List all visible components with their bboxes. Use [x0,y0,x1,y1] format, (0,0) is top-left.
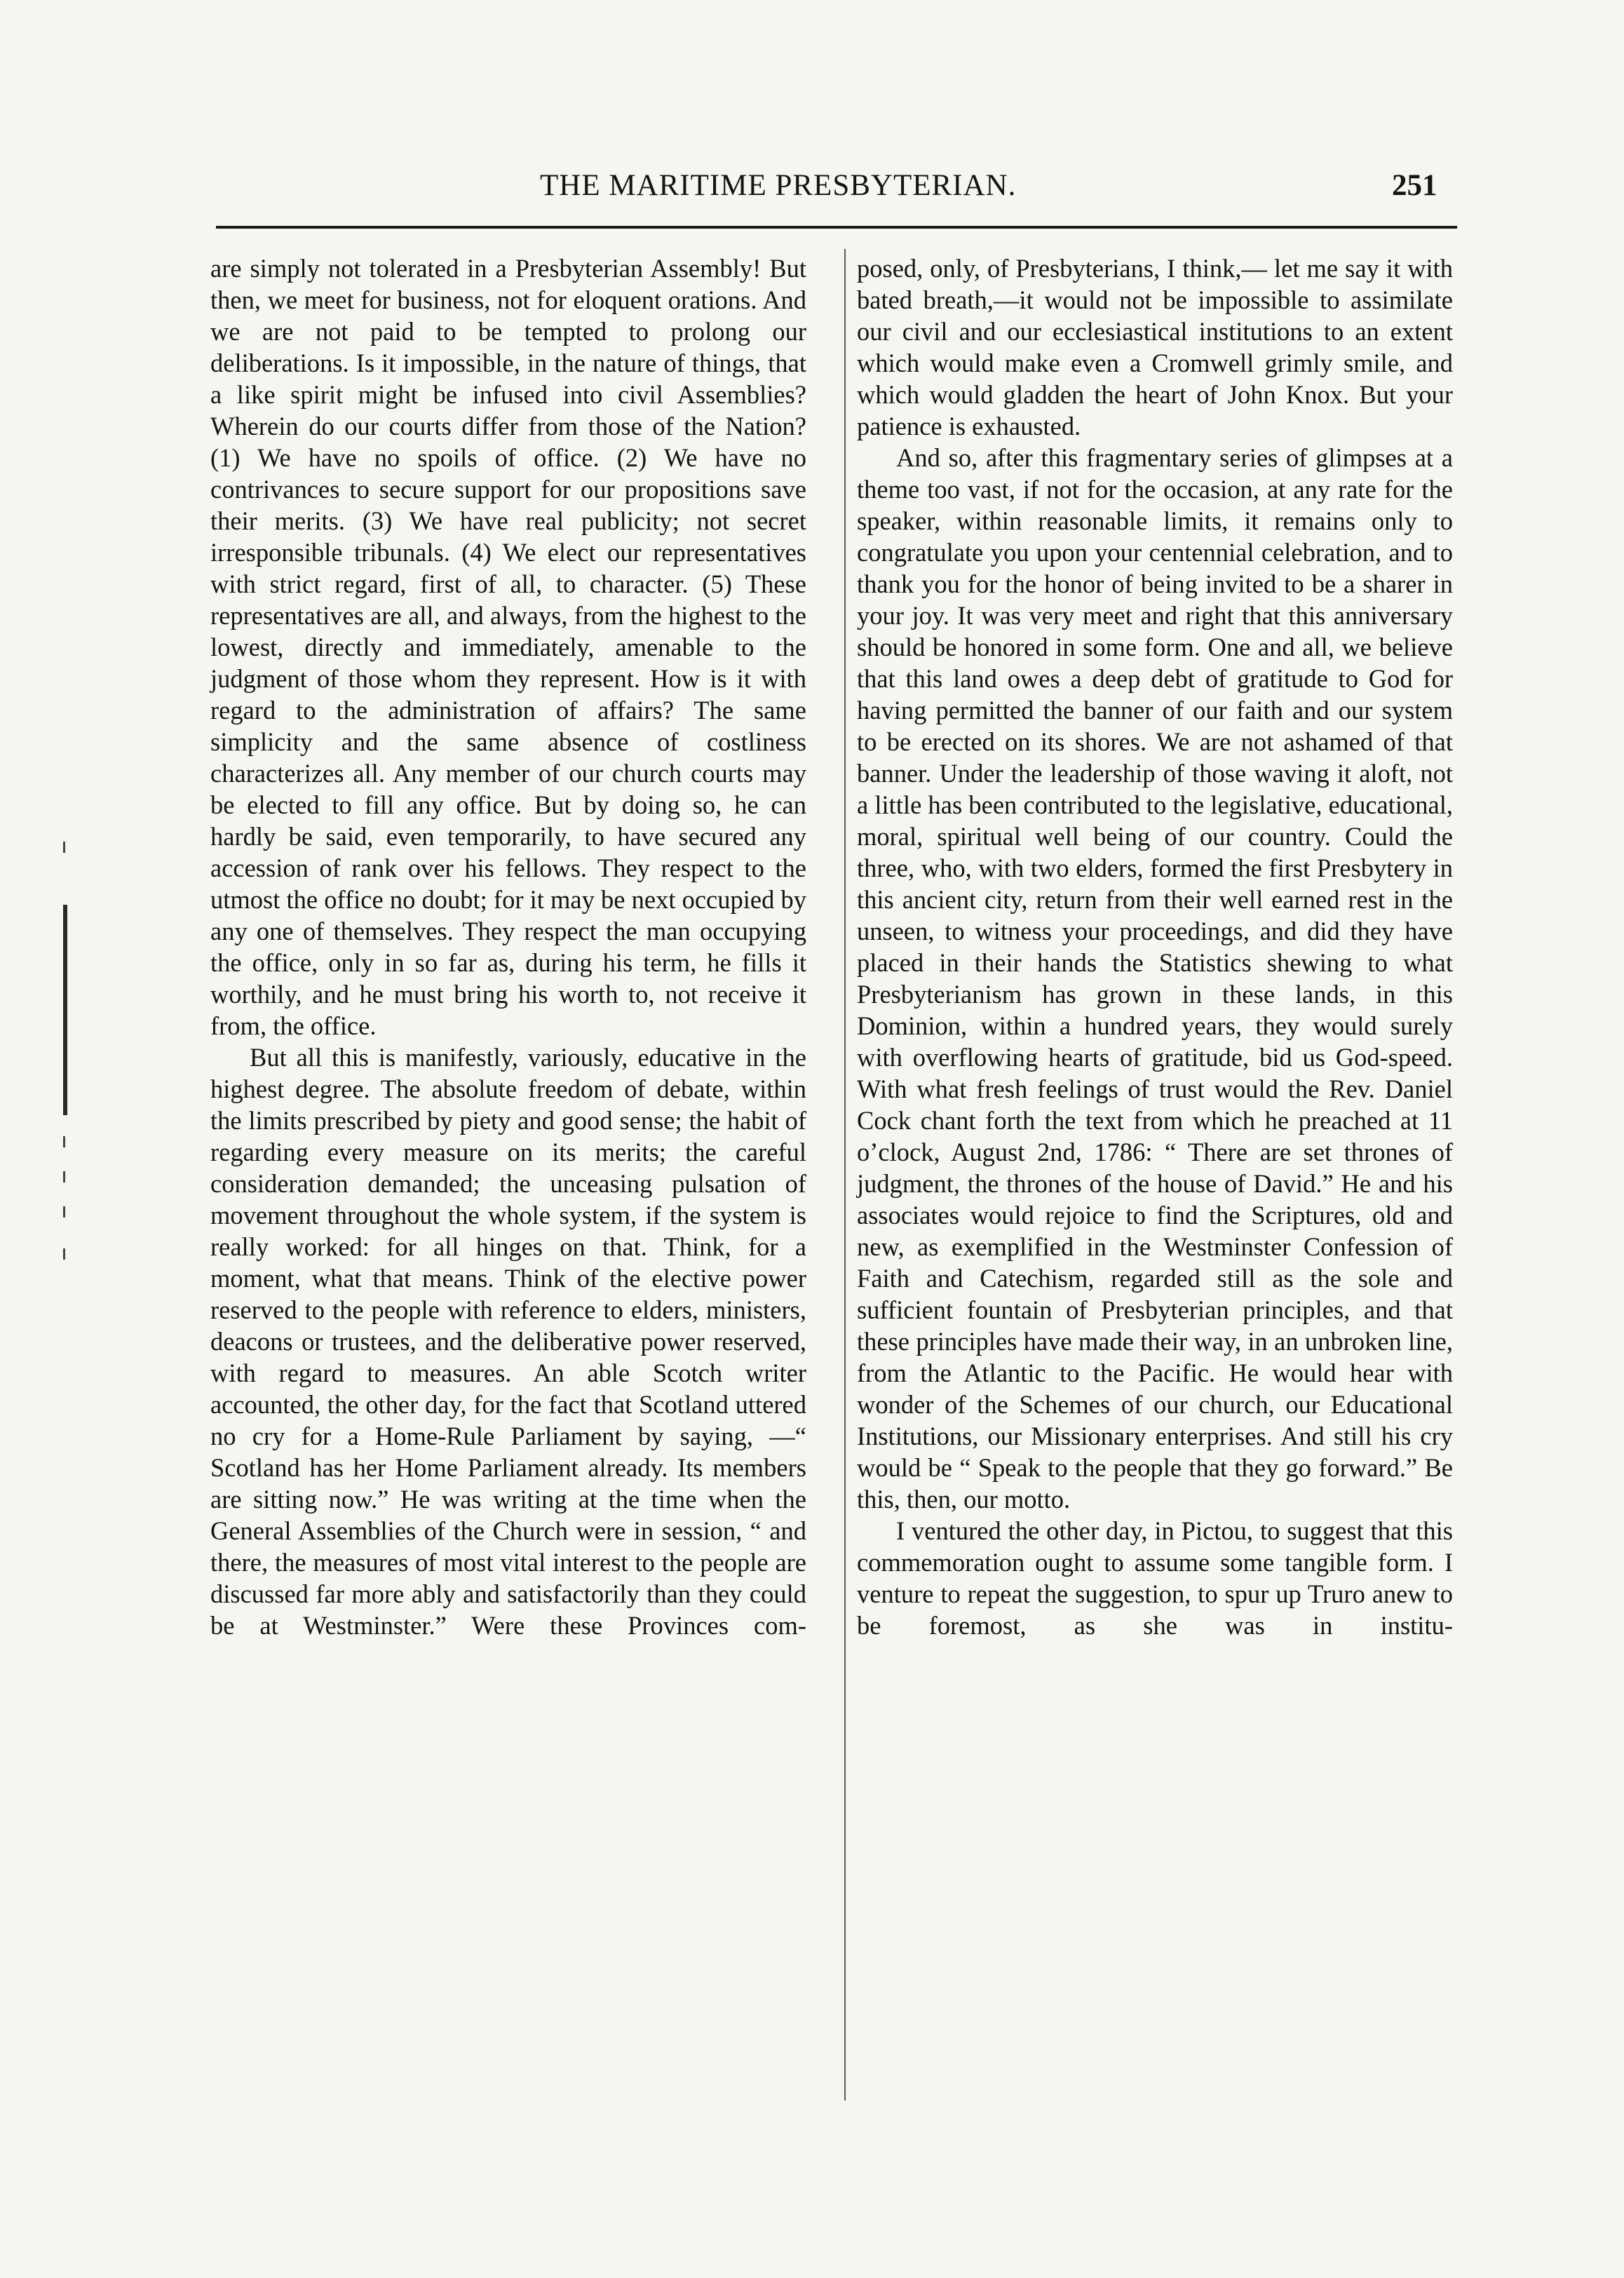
column-divider [844,249,846,2101]
paragraph: are simply not tolerated in a Presbyterian Assembly! But then, we meet for business, not for eloquent orations. And we are not paid to be tempted to prolong our deliberations. Is it impossible, in the nature of things, that a like spirit might be infused into civil Assemblies? Wherein do our courts differ from those of the Nation? (1) We have no spoils of office. (2) We have no contrivances to secure support for our propositions save their merits. (3) We have real publicity; not secret irresponsible tribunals. (4) We elect our representatives with strict regard, first of all, to character. (5) These representatives are all, and always, from the highest to the lowest, directly and immediately, amenable to the judgment of those whom they represent. How is it with regard to the administration of affairs? The same simplicity and the same absence of costliness characterizes all. Any member of our church courts may be elected to fill any office. But by doing so, he can hardly be said, even temporarily, to have secured any accession of rank over his fellows. They respect to the utmost the office no doubt; for it may be next occupied by any one of themselves. They respect the man occupying the office, only in so far as, during his term, he fills it worthily, and he must bring his worth to, not receive it from, the office. [210,254,806,1040]
header-rule [216,226,1457,229]
page-number: 251 [1392,169,1437,202]
paragraph: I ventured the other day, in Pictou, to suggest that this commemoration ought to assume some tangible form. I venture to repeat the suggestion, to spur up Truro anew to be foremost, as she was in institu- [857,1516,1453,1640]
running-head [0,168,1624,217]
paragraph: But all this is manifestly, variously, educative in the highest degree. The absolute freedom of debate, within the limits prescribed by piety and good sense; the habit of regarding every measure on its merits; the careful consideration demanded; the unceasing pulsation of movement throughout the whole system, if the system is really worked: for all hinges on that. Think, for a moment, what that means. Think of the elective power reserved to the people with reference to elders, ministers, deacons or trustees, and the deliberative power reserved, with regard to measures. An able Scotch writer accounted, the other day, for the fact that Scotland uttered no cry for a Home-Rule Parliament by saying, —“ Scotland has her Home Parliament already. Its members are sitting now.” He was writing at the time when the General Assemblies of the Church were in session, “ and there, the measures of most vital interest to the people are discussed far more ably and satisfactorily than they could be at Westminster.” Were these Provinces com- [210,1043,806,1640]
paragraph: And so, after this fragmentary series of glimpses at a theme too vast, if not for the occasion, at any rate for the speaker, within reasonable limits, it remains only to congratulate you upon your centennial celebration, and to thank you for the honor of being invited to be a sharer in your joy. It was very meet and right that this anniversary should be honored in some form. One and all, we believe that this land owes a deep debt of gratitude to God for having permitted the banner of our faith and our system to be erected on its shores. We are not ashamed of that banner. Under the leadership of those waving it aloft, not a little has been contributed to the legislative, educational, moral, spiritual well being of our country. Could the three, who, with two elders, formed the first Presbytery in this ancient city, return from their well earned rest in the unseen, to witness your proceedings, and did they have placed in their hands the Statistics shewing to what Presbyterianism has grown in these lands, in this Dominion, within a hundred years, they would surely with overflowing hearts of gratitude, bid us God-speed. With what fresh feelings of trust would the Rev. Daniel Cock chant forth the text from which he preached at 11 o’clock, August 2nd, 1786: “ There are set thrones of judgment, the thrones of the house of David.” He and his associates would rejoice to find the Scriptures, old and new, as exemplified in the Westminster Confession of Faith and Catechism, regarded still as the sole and sufficient fountain of Presbyterian principles, and that these principles have made their way, in an unbroken line, from the Atlantic to the Pacific. He would hear with wonder of the Schemes of our church, our Educational Institutions, our Missionary enterprises. And still his cry would be “ Speak to the people that they go forward.” Be this, then, our motto. [857,443,1453,1514]
paragraph: posed, only, of Presbyterians, I think,— let me say it with bated breath,—it would not be impossible to assimilate our civil and our ecclesiastical institutions to an extent which would make even a Cromwell grimly smile, and which would gladden the heart of John Knox. But your patience is exhausted. [857,254,1453,440]
binding-margin-ticks [63,842,66,1262]
journal-title: THE MARITIME PRESBYTERIAN. [540,169,1017,202]
right-column [857,252,1453,1641]
left-column [210,252,806,1641]
